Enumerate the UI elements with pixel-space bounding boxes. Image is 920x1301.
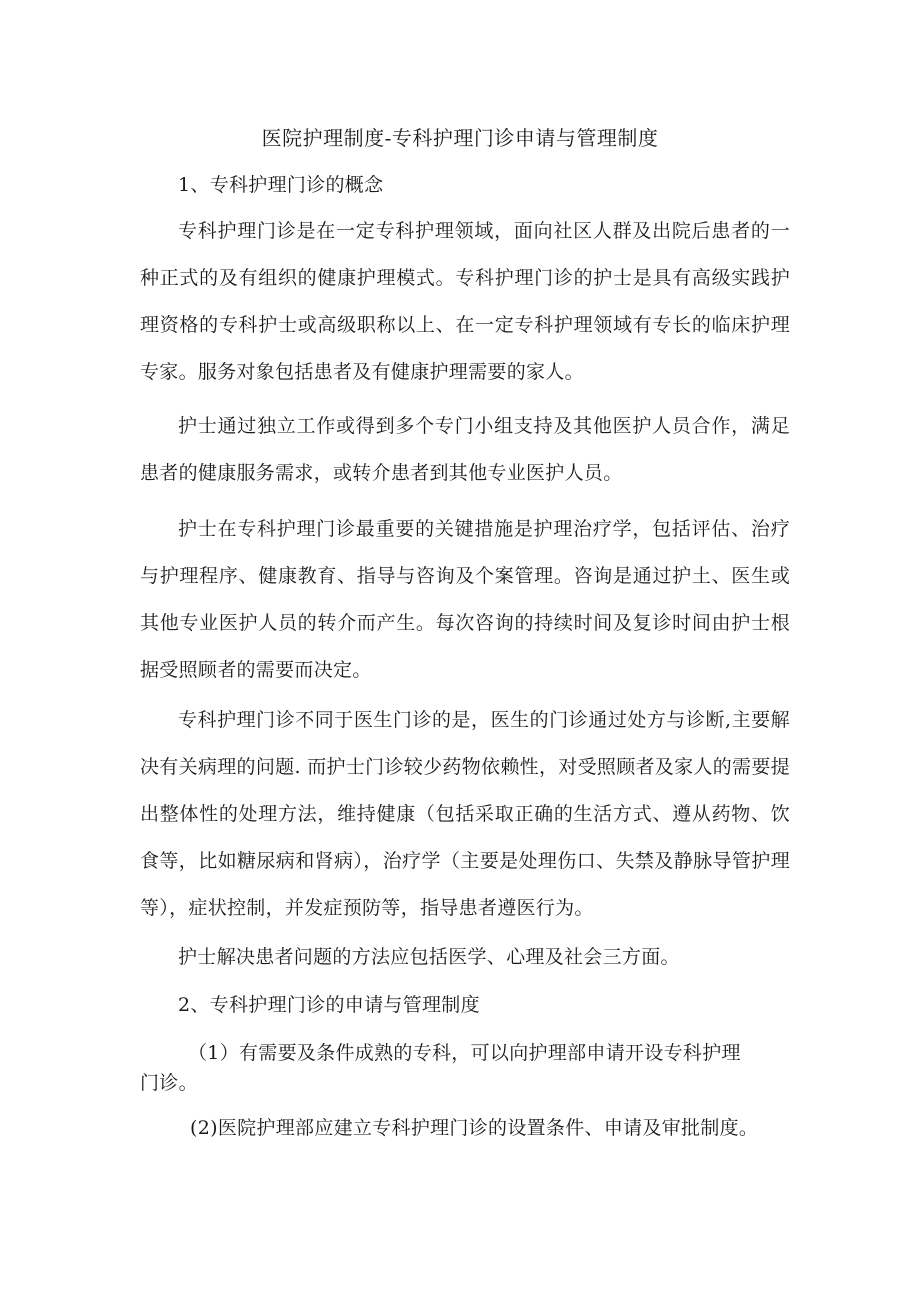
- paragraph-difference: 专科护理门诊不同于医生门诊的是，医生的门诊通过处方与诊断,主要解决有关病理的问题. 而护士门诊较少药物依赖性，对受照顾者及家人的需要提出整体性的处理方法，维持健康（包括采取正确的生活方式、遵从药物、饮食等，比如糖尿病和肾病），治疗学（主要是处理伤口、失禁及静脉导管护理等），症状控制，并发症预防等，指导患者遵医行为。: [140, 709, 790, 919]
- paragraph-definition: 专科护理门诊是在一定专科护理领域，面向社区人群及出院后患者的一种正式的及有组织的健康护理模式。专科护理门诊的护士是具有高级实践护理资格的专科护士或高级职称以上、在一定专科护理领域有专长的临床护理专家。服务对象包括患者及有健康护理需要的家人。: [140, 220, 790, 383]
- paragraph-nurse-work: 护士通过独立工作或得到多个专门小组支持及其他医护人员合作，满足患者的健康服务需求，或转介患者到其他专业医护人员。: [140, 415, 790, 484]
- section-heading-concept: 1、专科护理门诊的概念: [178, 174, 384, 196]
- paragraph-key-measures: 护士在专科护理门诊最重要的关键措施是护理治疗学，包括评估、治疗与护理程序、健康教育、指导与咨询及个案管理。咨询是通过护土、医生或其他专业医护人员的转介而产生。每次咨询的持续时间及复诊时间由护士根据受照顾者的需要而决定。: [140, 518, 790, 681]
- list-item-application: （1）有需要及条件成熟的专科，可以向护理部申请开设专科护理门诊。: [140, 1042, 741, 1094]
- document-title: 医院护理制度-专科护理门诊申请与管理制度: [261, 126, 659, 150]
- section-heading-management: 2、专科护理门诊的申请与管理制度: [178, 994, 480, 1016]
- list-item-approval-system: (2)医院护理部应建立专科护理门诊的设置条件、申请及审批制度。: [190, 1117, 759, 1139]
- paragraph-methods: 护士解决患者问题的方法应包括医学、心理及社会三方面。: [178, 946, 680, 968]
